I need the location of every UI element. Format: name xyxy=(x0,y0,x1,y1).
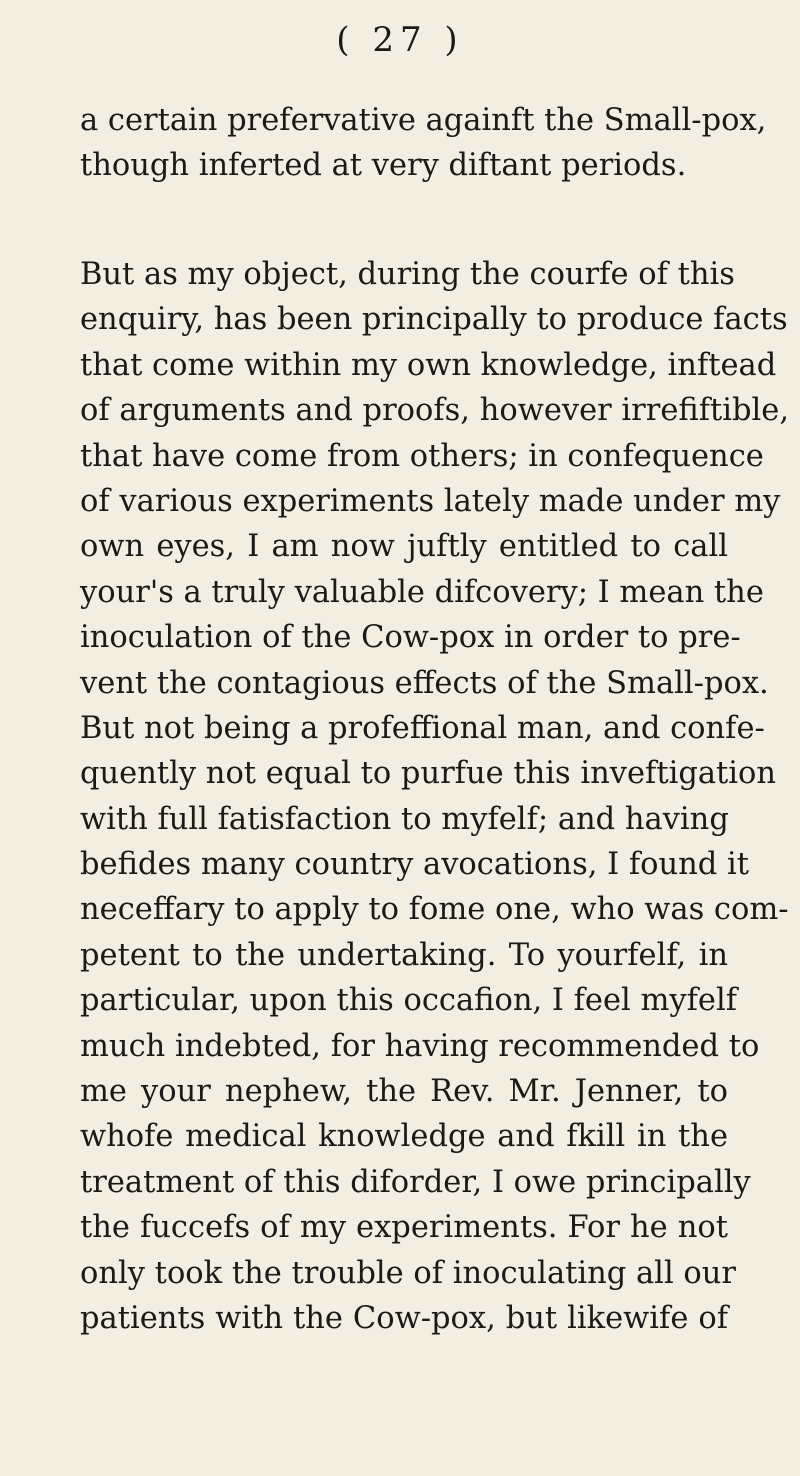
text-line: vent the contagious effects of the Small-pox. xyxy=(80,665,769,701)
text-line: your's a truly valuable difcovery; I mean the xyxy=(80,574,764,610)
text-line: particular, upon this occafion, I feel myfelf xyxy=(80,983,738,1019)
text-line: enquiry, has been principally to produce facts xyxy=(80,302,788,338)
text-line: with full fatisfaction to myfelf; and having xyxy=(80,801,729,837)
text-line: neceffary to apply to fome one, who was com- xyxy=(80,892,789,928)
text-line: a certain prefervative againft the Small-pox, xyxy=(80,103,767,138)
text-line: patients with the Cow-pox, but likewife of xyxy=(80,1300,728,1336)
text-line: But as my object, during the courfe of this xyxy=(80,257,735,292)
text-line: befides many country avocations, I found it xyxy=(80,847,750,883)
text-line: petent to the undertaking. To yourfelf, in xyxy=(80,937,728,973)
text-line: treatment of this diforder, I owe principally xyxy=(80,1164,751,1200)
text-line: that come within my own knowledge, inftead xyxy=(80,347,777,383)
text-line: inoculation of the Cow-pox in order to pre- xyxy=(80,620,741,656)
text-line: of various experiments lately made under my xyxy=(80,483,781,519)
text-line: the fuccefs of my experiments. For he not xyxy=(80,1210,728,1246)
text-line: that have come from others; in confequence xyxy=(80,438,764,474)
page-number: ( 27 ) xyxy=(336,20,464,60)
text-line: me your nephew, the Rev. Mr. Jenner, to xyxy=(80,1074,728,1110)
text-line: much indebted, for having recommended to xyxy=(80,1028,760,1064)
text-line: only took the trouble of inoculating all our xyxy=(80,1255,736,1291)
text-line: though inferted at very diftant periods. xyxy=(80,148,687,184)
text-line: But not being a profeffional man, and confe- xyxy=(80,710,765,746)
text-line: quently not equal to purfue this inveftigation xyxy=(80,756,777,792)
text-line: own eyes, I am now juftly entitled to call xyxy=(80,529,728,565)
text-line: of arguments and proofs, however irrefiftible, xyxy=(80,393,790,429)
paragraph-1 xyxy=(80,98,767,189)
text-line: whofe medical knowledge and fkill in the xyxy=(80,1119,728,1155)
paragraph-2 xyxy=(80,252,790,1341)
